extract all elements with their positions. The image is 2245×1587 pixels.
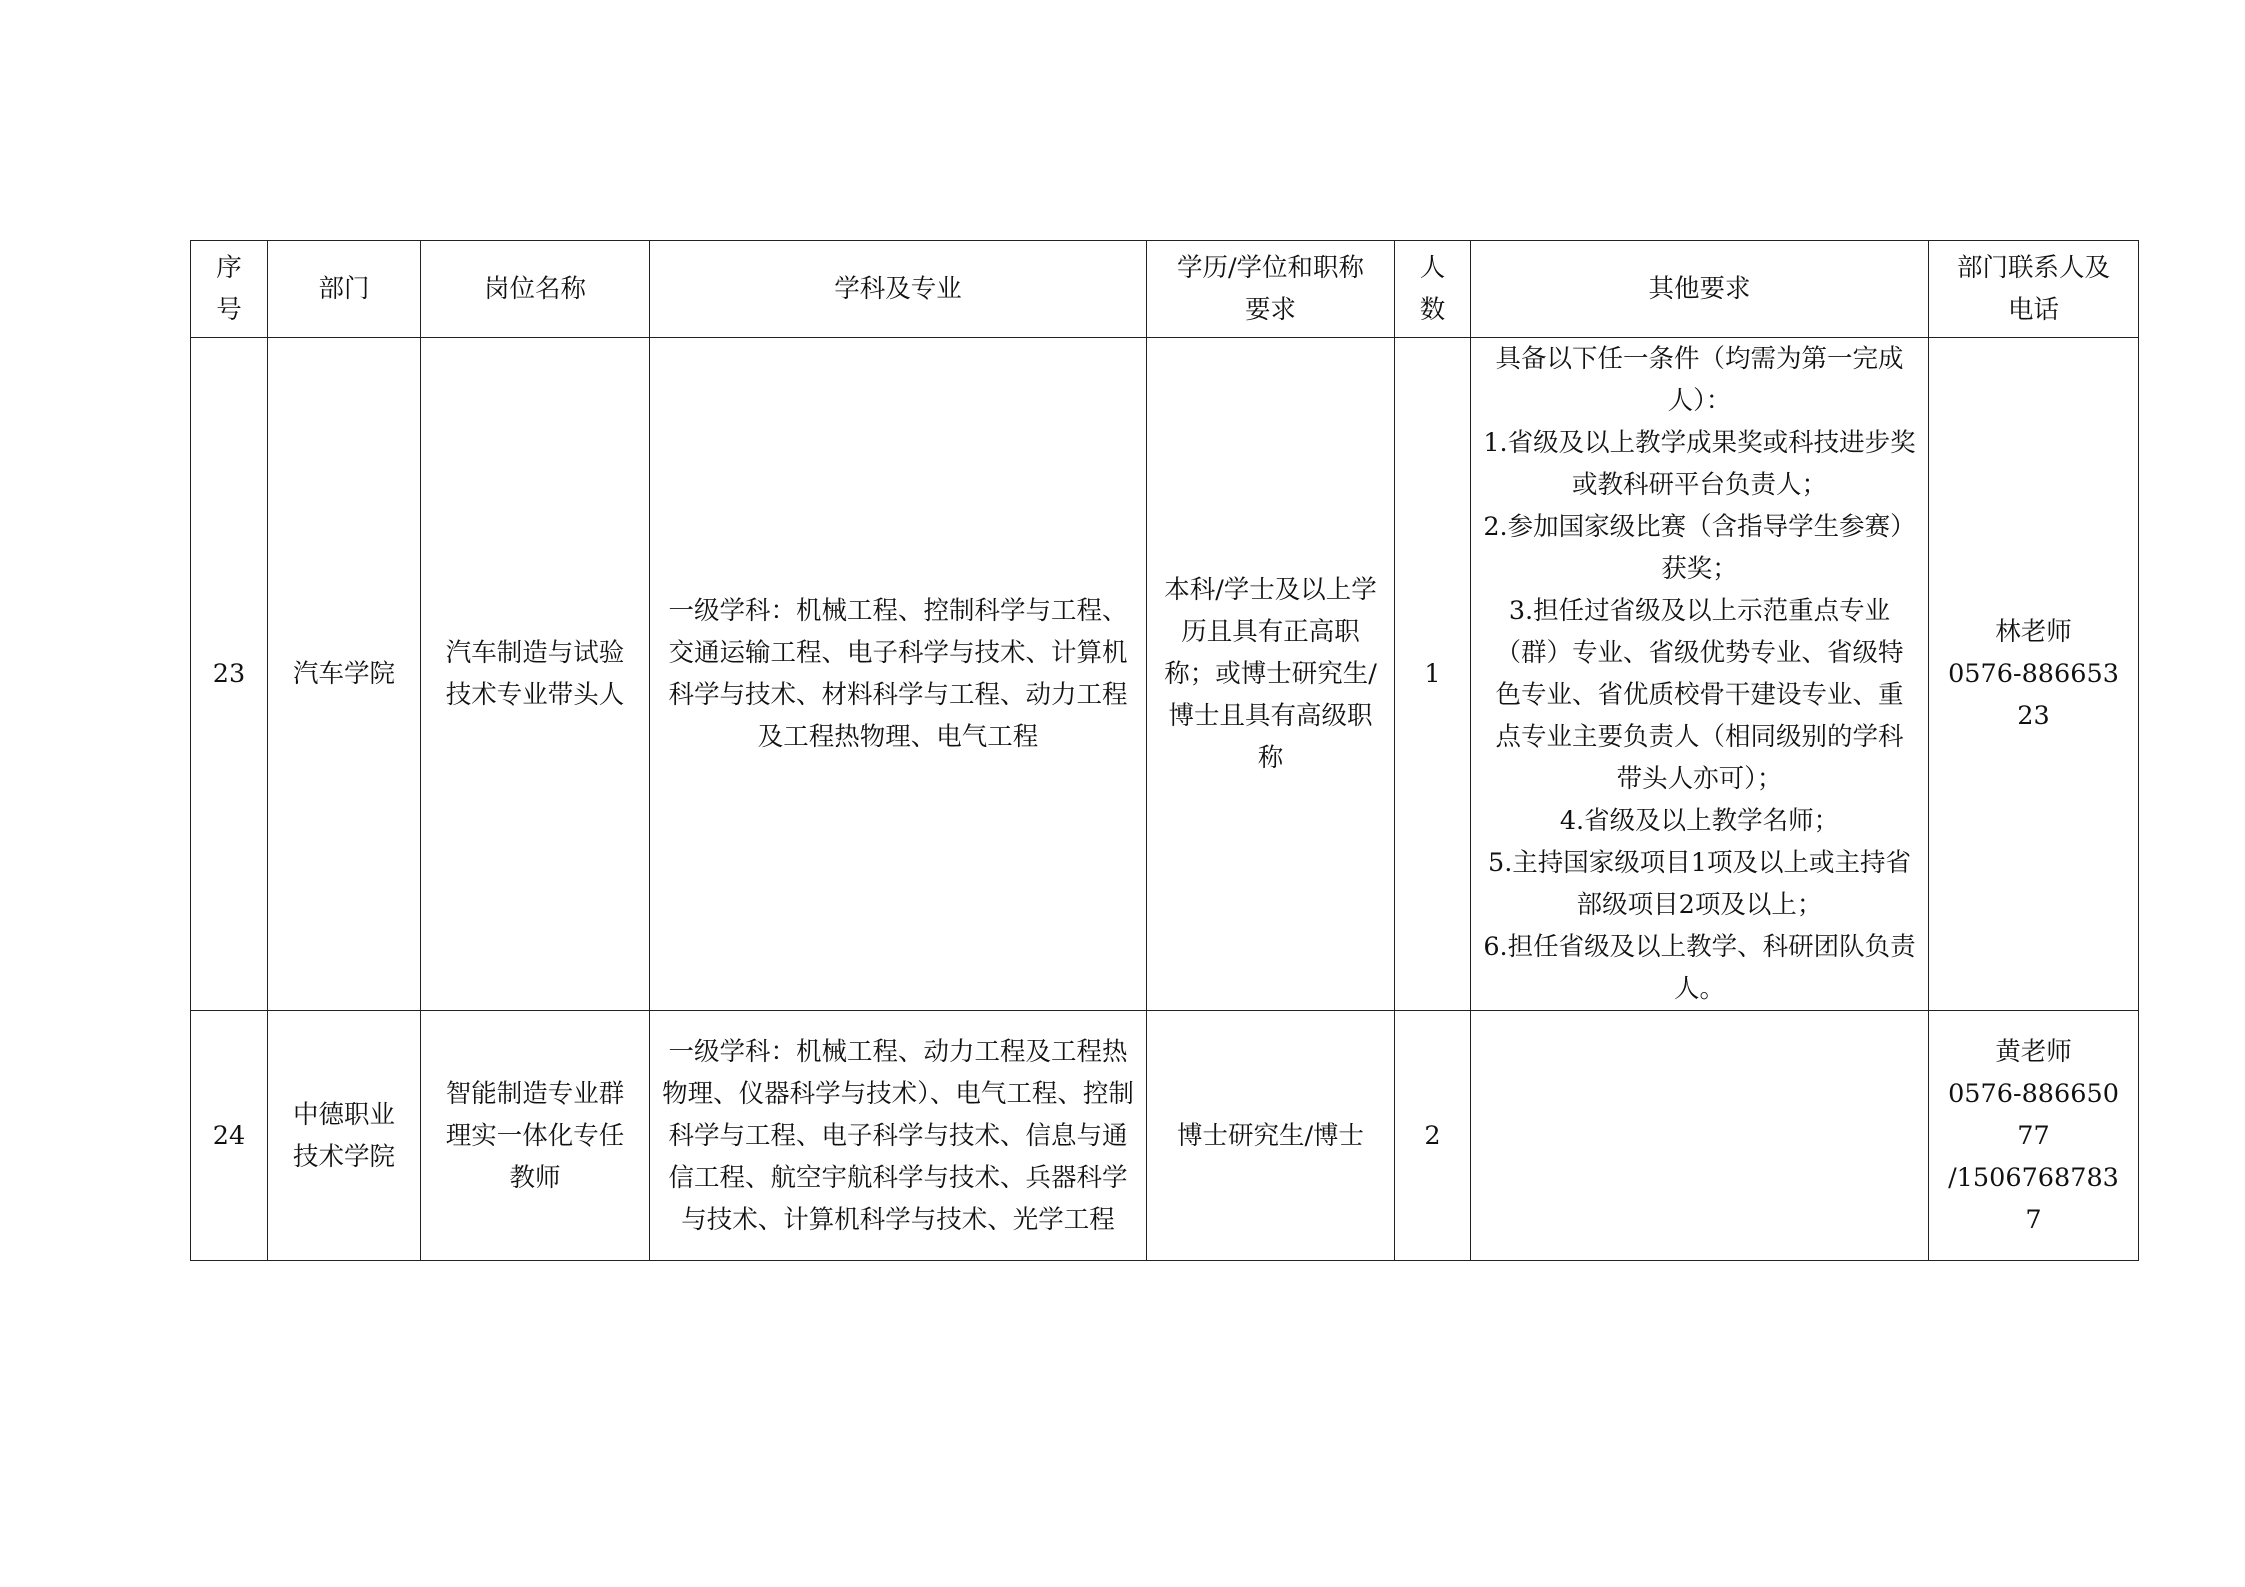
cell-contact bbox=[1929, 1011, 2139, 1261]
other-item-2: 2.参加国家级比赛（含指导学生参赛）获奖； bbox=[1483, 512, 1916, 584]
other-item-4: 4.省级及以上教学名师； bbox=[1559, 806, 1840, 836]
cell-major: 一级学科：机械工程、控制科学与工程、交通运输工程、电子科学与技术、计算机科学与技术、材料科学与工程、动力工程及工程热物理、电气工程 bbox=[650, 338, 1147, 1011]
table-row bbox=[191, 1011, 2139, 1261]
contact-phone: 0576-88665323 bbox=[1948, 659, 2119, 731]
job-table bbox=[190, 240, 2139, 1261]
header-count: 人数 bbox=[1395, 241, 1471, 338]
cell-major: 一级学科：机械工程、动力工程及工程热物理、仪器科学与技术）、电气工程、控制科学与工程、电子科学与技术、信息与通信工程、航空宇航科学与技术、兵器科学与技术、计算机科学与技术、光学工程 bbox=[650, 1011, 1147, 1261]
cell-seq: 23 bbox=[191, 338, 268, 1011]
header-dept: 部门 bbox=[268, 241, 421, 338]
other-intro: 具备以下任一条件（均需为第一完成人）： bbox=[1495, 344, 1904, 416]
header-major: 学科及专业 bbox=[650, 241, 1147, 338]
other-item-1: 1.省级及以上教学成果奖或科技进步奖或教科研平台负责人； bbox=[1483, 428, 1916, 500]
contact-phone: 0576-88665077 bbox=[1948, 1078, 2119, 1151]
other-item-3: 3.担任过省级及以上示范重点专业（群）专业、省级优势专业、省级特色专业、省优质校骨干建设专业、重点专业主要负责人（相同级别的学科带头人亦可）； bbox=[1495, 596, 1904, 794]
header-education: 学历/学位和职称要求 bbox=[1147, 241, 1395, 338]
cell-other bbox=[1471, 338, 1929, 1011]
cell-seq: 24 bbox=[191, 1011, 268, 1261]
cell-dept: 中德职业技术学院 bbox=[268, 1011, 421, 1261]
cell-position: 汽车制造与试验技术专业带头人 bbox=[421, 338, 650, 1011]
cell-count: 2 bbox=[1395, 1011, 1471, 1261]
contact-name: 林老师 bbox=[1995, 617, 2072, 647]
other-item-5: 5.主持国家级项目1项及以上或主持省部级项目2项及以上； bbox=[1487, 848, 1912, 920]
cell-dept: 汽车学院 bbox=[268, 338, 421, 1011]
cell-contact bbox=[1929, 338, 2139, 1011]
header-position: 岗位名称 bbox=[421, 241, 650, 338]
header-contact: 部门联系人及电话 bbox=[1929, 241, 2139, 338]
header-seq: 序号 bbox=[191, 241, 268, 338]
cell-education: 本科/学士及以上学历且具有正高职称；或博士研究生/博士且具有高级职称 bbox=[1147, 338, 1395, 1011]
cell-position: 智能制造专业群理实一体化专任教师 bbox=[421, 1011, 650, 1261]
cell-count: 1 bbox=[1395, 338, 1471, 1011]
cell-education: 博士研究生/博士 bbox=[1147, 1011, 1395, 1261]
header-other: 其他要求 bbox=[1471, 241, 1929, 338]
contact-mobile: /15067687837 bbox=[1948, 1162, 2119, 1235]
other-item-6: 6.担任省级及以上教学、科研团队负责人。 bbox=[1483, 932, 1916, 1004]
cell-other bbox=[1471, 1011, 1929, 1261]
contact-name: 黄老师 bbox=[1995, 1036, 2072, 1067]
header-row bbox=[191, 241, 2139, 338]
table-row bbox=[191, 338, 2139, 1011]
